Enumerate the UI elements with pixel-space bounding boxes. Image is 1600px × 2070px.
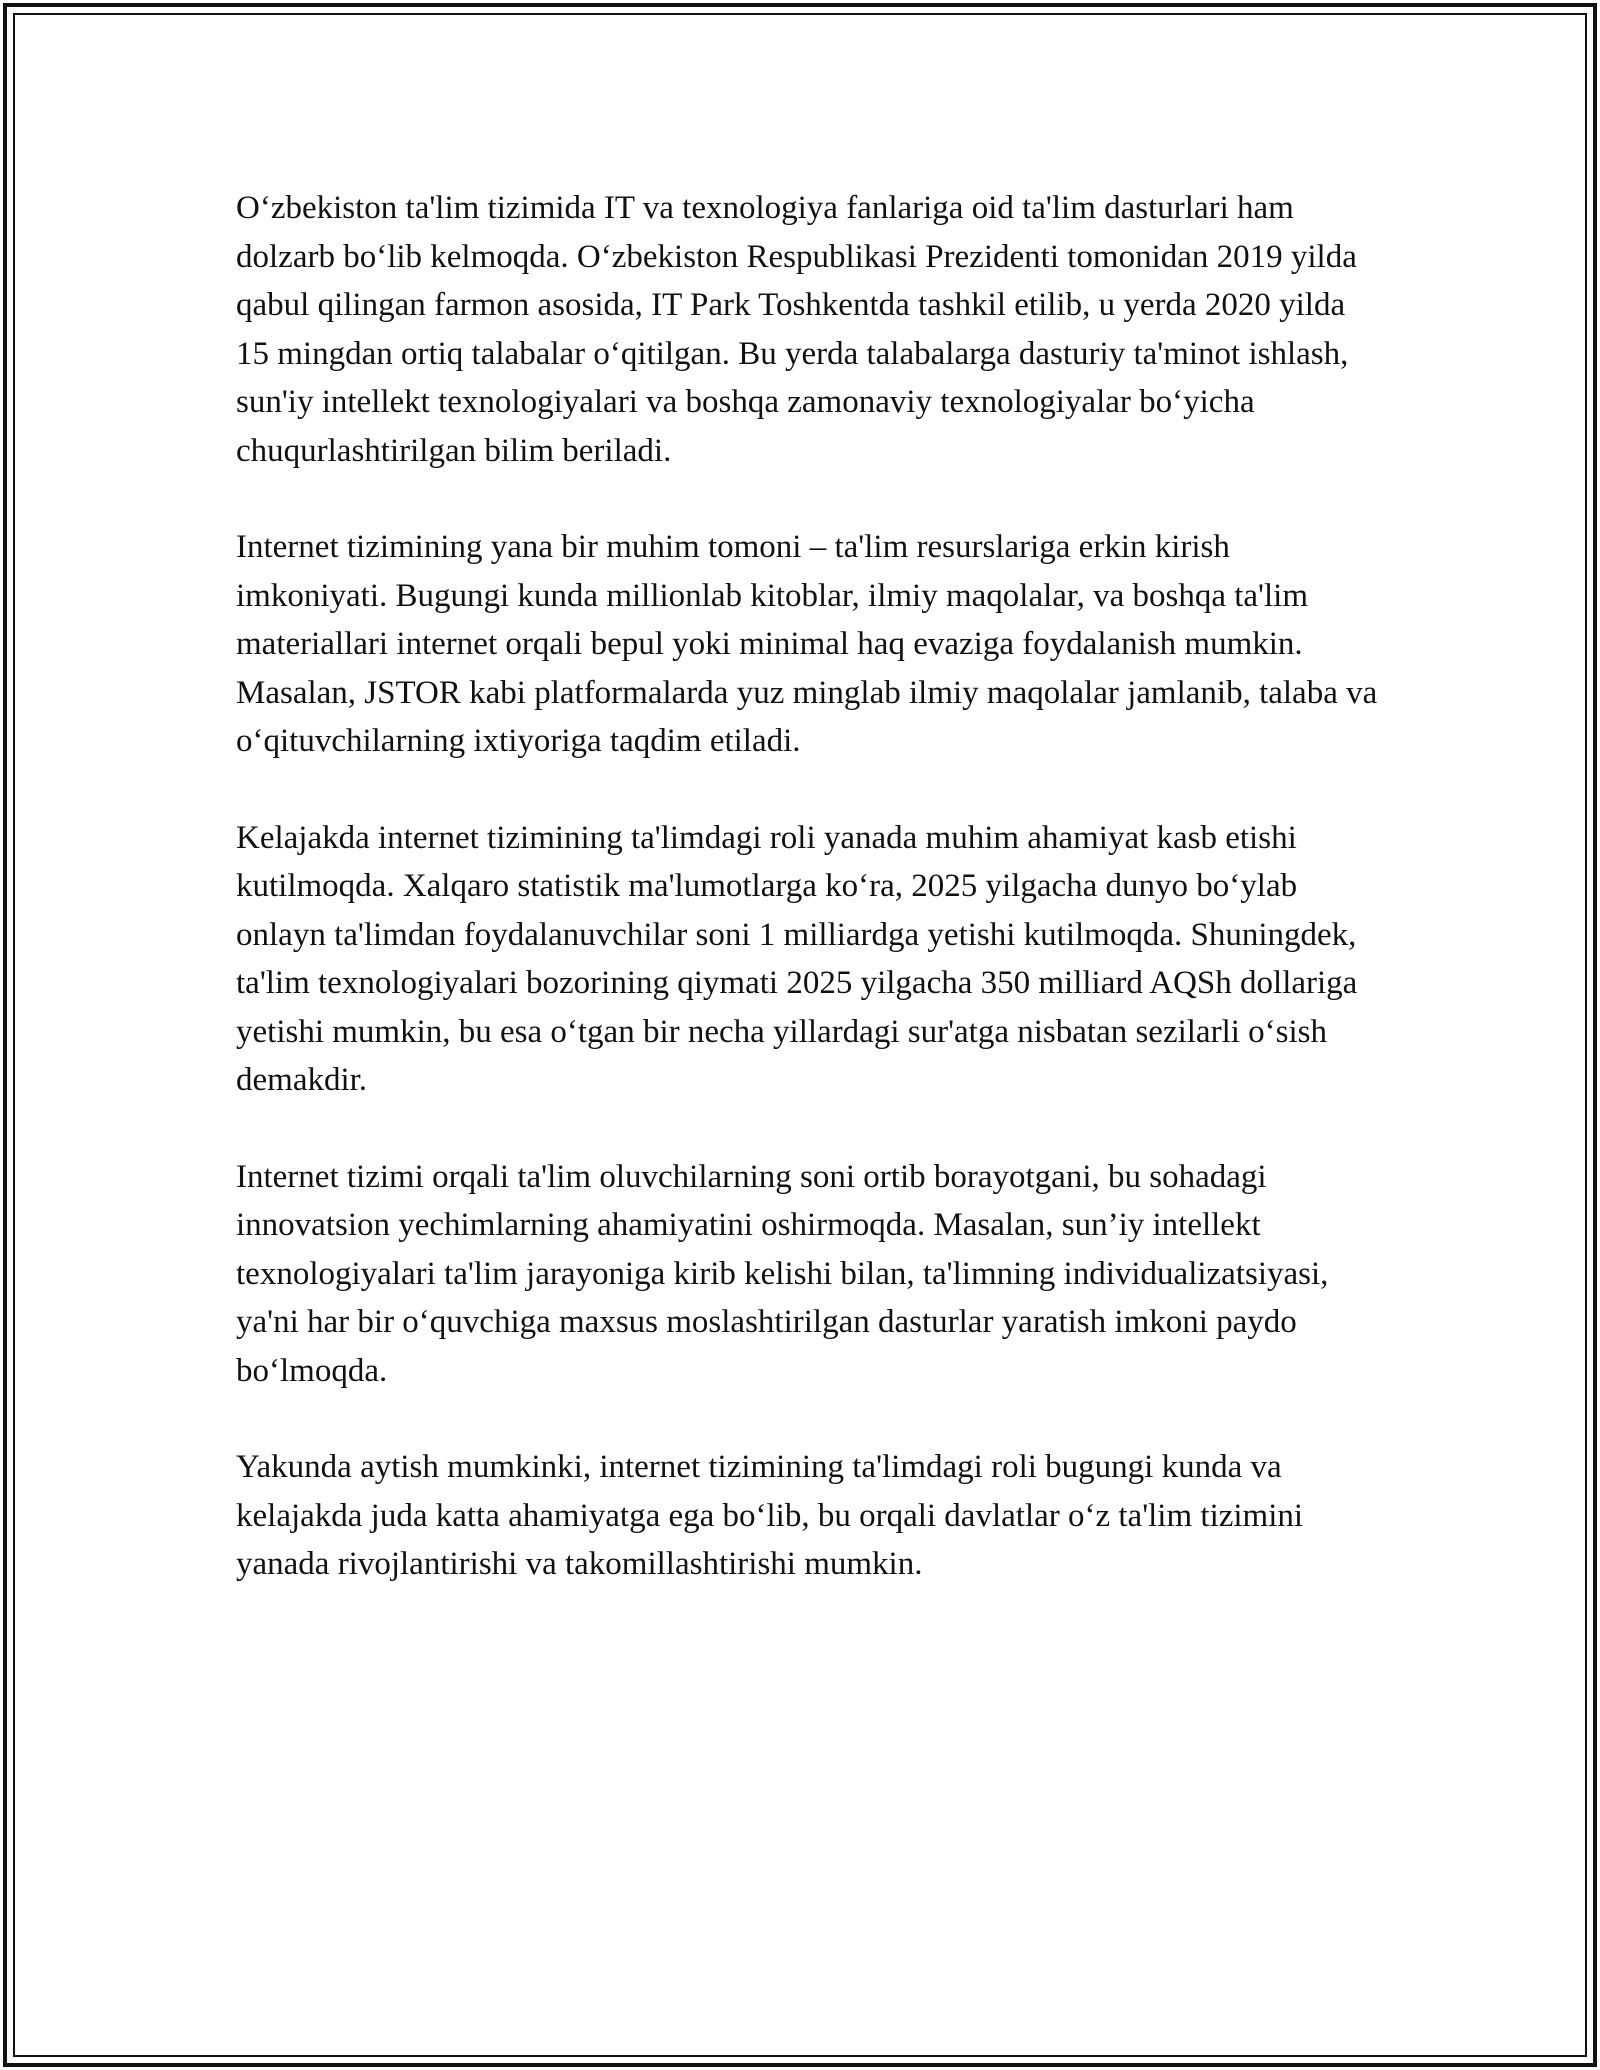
paragraph-innovation: Internet tizimi orqali ta'lim oluvchilarning soni ortib borayotgani, bu sohadagi innovatsion yechimlarning ahamiyatini oshirmoqda. Masalan, sun’iy intellekt texnologiyalari ta'lim jarayoniga kirib kelishi bilan, ta'limning individualizatsiyasi, ya'ni har bir o‘quvchiga maxsus moslashtirilgan dasturlar yaratish imkoni paydo bo‘lmoqda.	[236, 1158, 1329, 1389]
paragraph-it-education: O‘zbekiston ta'lim tizimida IT va texnologiya fanlariga oid ta'lim dasturlari ham dolzarb bo‘lib kelmoqda. O‘zbekiston Respublikasi Prezidenti tomonidan 2019 yilda qabul qilingan farmon asosida, IT Park Toshkentda tashkil etilib, u yerda 2020 yilda 15 mingdan ortiq talabalar o‘qitilgan. Bu yerda talabalarga dasturiy ta'minot ishlash, sun'iy intellekt texnologiyalari va boshqa zamonaviy texnologiyalar bo‘yicha chuqurlashtirilgan bilim beriladi.	[236, 190, 1357, 469]
paragraph-conclusion: Yakunda aytish mumkinki, internet tizimining ta'limdagi roli bugungi kunda va kelajakda juda katta ahamiyatga ega bo‘lib, bu orqali davlatlar o‘z ta'lim tizimini yanada rivojlantirishi va takomillashtirishi mumkin.	[236, 1449, 1304, 1582]
document-body	[236, 184, 1386, 1637]
paragraph-future-role: Kelajakda internet tizimining ta'limdagi roli yanada muhim ahamiyat kasb etishi kutilmoqda. Xalqaro statistik ma'lumotlarga ko‘ra, 2025 yilgacha dunyo bo‘ylab onlayn ta'limdan foydalanuvchilar soni 1 milliardga yetishi kutilmoqda. Shuningdek, ta'lim texnologiyalari bozorining qiymati 2025 yilgacha 350 milliard AQSh dollariga yetishi mumkin, bu esa o‘tgan bir necha yillardagi sur'atga nisbatan sezilarli o‘sish demakdir.	[236, 819, 1358, 1098]
paragraph-open-resources: Internet tizimining yana bir muhim tomoni – ta'lim resurslariga erkin kirish imkoniyati. Bugungi kunda millionlab kitoblar, ilmiy maqolalar, va boshqa ta'lim materiallari internet orqali bepul yoki minimal haq evaziga foydalanish mumkin. Masalan, JSTOR kabi platformalarda yuz minglab ilmiy maqolalar jamlanib, talaba va o‘qituvchilarning ixtiyoriga taqdim etiladi.	[236, 529, 1378, 759]
